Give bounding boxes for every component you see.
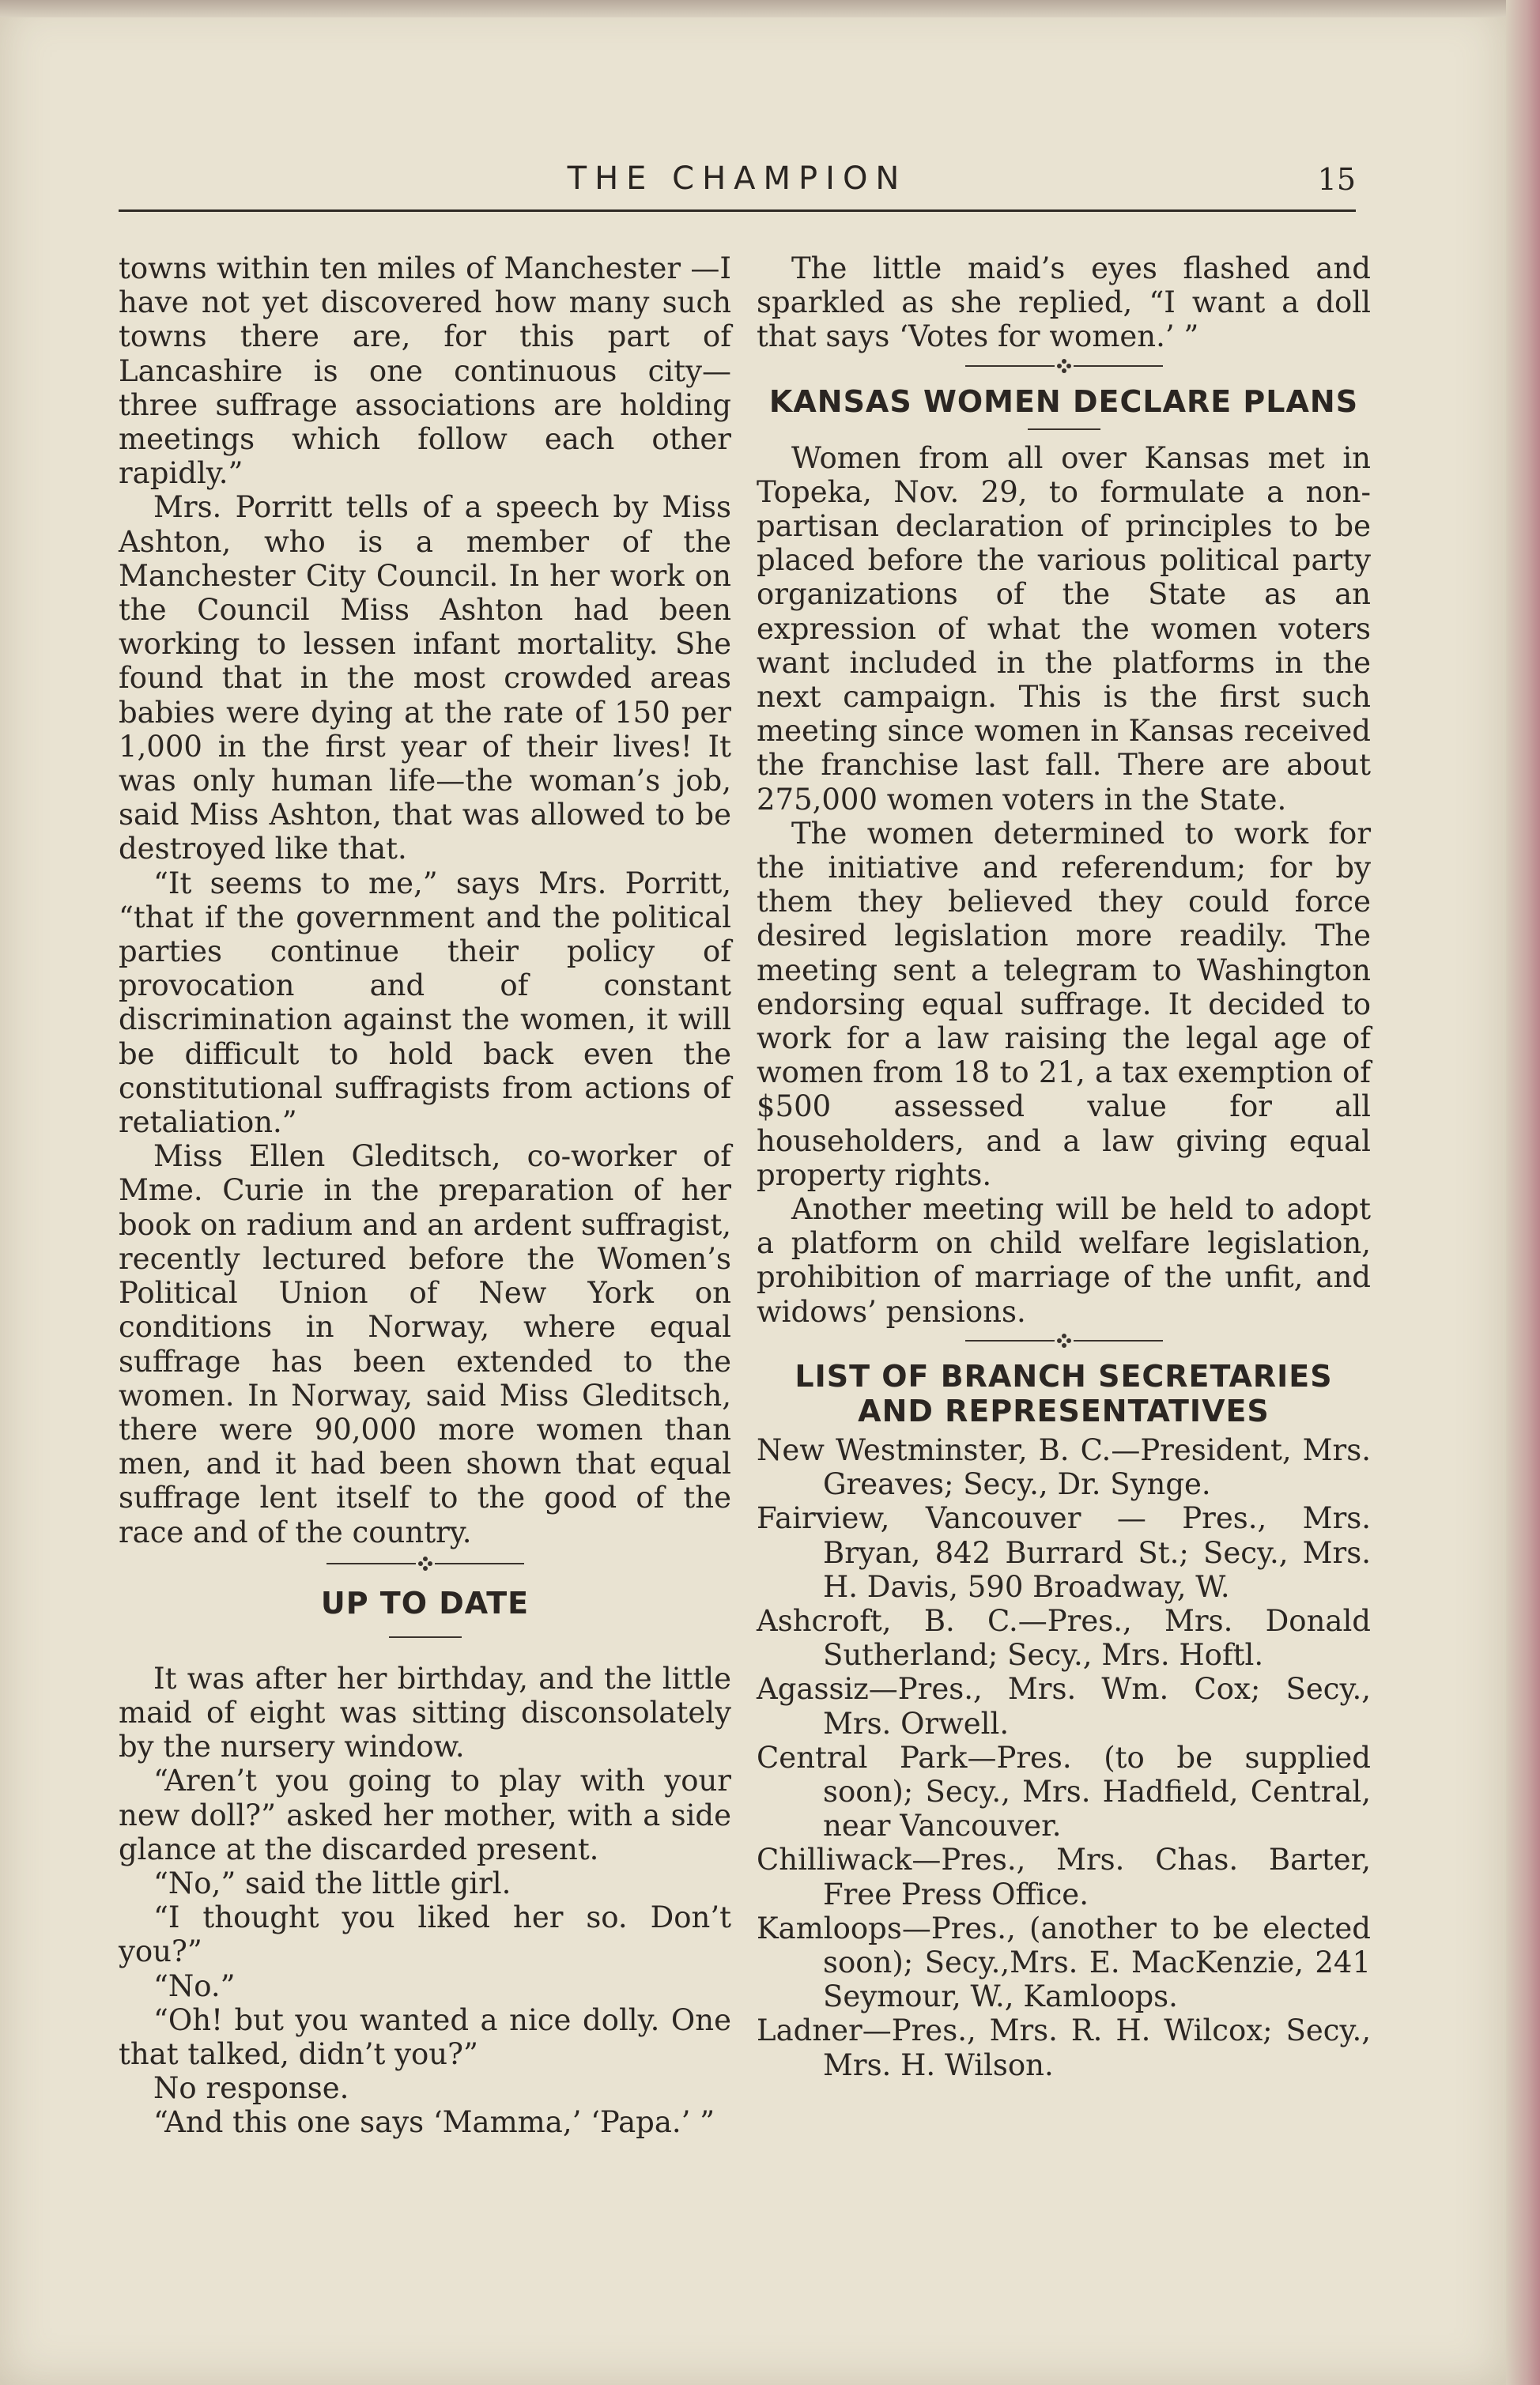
kansas-paragraph: The women determined to work for the initiative and referendum; for by them they believed they could force desired legislation more readily. The meeting sent a telegram to Washington endorsing equal suffrage. It decided to work for a law raising the legal age of women from 18 to 21, a tax exemption of $500 assessed value for all householders, and a law giving equal property rights. (757, 816, 1371, 1192)
page-header (119, 160, 1356, 206)
story-paragraph: “Aren’t you going to play with your new doll?” asked her mother, with a side glance at the discarded present. (119, 1764, 731, 1866)
ornamental-divider-icon (961, 1329, 1167, 1353)
story-end-paragraph: The little maid’s eyes flashed and sparkled as she replied, “I want a doll that says ‘Votes for women.’ ” (757, 251, 1371, 354)
branch-entry: New Westminster, B. C.—President, Mrs. Greaves; Secy., Dr. Synge. (757, 1432, 1371, 1502)
page-binding-edge (1506, 0, 1540, 2385)
story-paragraph: It was after her birthday, and the little maid of eight was sitting disconsolately by the nursery window. (119, 1661, 731, 1764)
running-title: THE CHAMPION (567, 160, 908, 197)
branch-entry: Ashcroft, B. C.—Pres., Mrs. Donald Sutherland; Secy., Mrs. Hoftl. (757, 1603, 1371, 1673)
story-paragraph: “I thought you liked her so. Don’t you?” (119, 1900, 731, 1969)
branch-entry: Agassiz—Pres., Mrs. Wm. Cox; Secy., Mrs. Orwell. (757, 1672, 1371, 1741)
page-number: 15 (1317, 162, 1356, 197)
story-paragraph: “No,” said the little girl. (153, 1866, 511, 1900)
header-rule (119, 209, 1356, 212)
kansas-paragraph: Another meeting will be held to adopt a platform on child welfare legislation, prohibition of marriage of the unfit, and widows’ pensions. (757, 1192, 1371, 1329)
article-paragraph: Miss Ellen Gleditsch, co-worker of Mme. Curie in the preparation of her book on radium and an ardent suffragist, recently lectured before the Women’s Political Union of New York on conditions in Norway, where equal suffrage has been extended to the women. In Norway, said Miss Gleditsch, there were 90,000 more women than men, and it had been shown that equal suffrage lent itself to the good of the race and of the country. (119, 1139, 731, 1549)
page-top-edge (0, 0, 1506, 17)
story-paragraph: “Oh! but you wanted a nice dolly. One that talked, didn’t you?” (119, 2002, 731, 2071)
ornamental-divider-icon (323, 1549, 528, 1578)
branch-entry: Chilliwack—Pres., Mrs. Chas. Barter, Free Press Office. (757, 1843, 1371, 1911)
story-paragraph: “No.” (153, 1968, 236, 2003)
branch-entry: Ladner—Pres., Mrs. R. H. Wilcox; Secy., Mrs. H. Wilson. (757, 2013, 1371, 2082)
branch-entry: Kamloops—Pres., (another to be elected soon); Secy.,Mrs. E. MacKenzie, 241 Seymour, W., Kamloops. (757, 1911, 1371, 2014)
branch-entry: Central Park—Pres. (to be supplied soon); Secy., Mrs. Hadfield, Central, near Vancouver. (757, 1740, 1371, 1843)
story-paragraph: No response. (153, 2071, 349, 2106)
heading-underline (1028, 428, 1100, 430)
branch-entry: Fairview, Vancouver — Pres., Mrs. Bryan, 842 Burrard St.; Secy., Mrs. H. Davis, 590 Broadway, W. (757, 1501, 1371, 1604)
section-heading-up-to-date: UP TO DATE (320, 1585, 530, 1621)
article-paragraph: “It seems to me,” says Mrs. Porritt, “that if the government and the political parties continue their policy of provocation and of constant discrimination against the women, it will be difficult to hold back even the constitutional suffragists from actions of retaliation.” (119, 866, 731, 1140)
article-continuation-paragraph: towns within ten miles of Manchester —I have not yet discovered how many such towns there are, for this part of Lancashire is one continuous city— three suffrage associations are holding meetings which follow each other rapidly.” (119, 251, 731, 491)
story-paragraph: “And this one says ‘Mamma,’ ‘Papa.’ ” (153, 2105, 715, 2140)
section-heading-kansas: KANSAS WOMEN DECLARE PLANS (768, 383, 1359, 419)
article-paragraph: Mrs. Porritt tells of a speech by Miss Ashton, who is a member of the Manchester City Council. In her work on the Council Miss Ashton had been working to lessen infant mortality. She found that in the most crowded areas babies were dying at the rate of 150 per 1,000 in the first year of their lives! It was only human life—the woman’s job, said Miss Ashton, that was allowed to be destroyed like that. (119, 490, 731, 866)
section-heading-branch-list: LIST OF BRANCH SECRETARIES AND REPRESENTATIVES (795, 1358, 1333, 1428)
kansas-paragraph: Women from all over Kansas met in Topeka, Nov. 29, to formulate a non-partisan declaration of principles to be placed before the various political party organizations of the State as an expression of what the women voters want included in the platforms in the next campaign. This is the first such meeting since women in Kansas received the franchise last fall. There are about 275,000 women voters in the State. (757, 440, 1371, 817)
left-column (119, 251, 731, 2140)
right-column (757, 251, 1371, 2082)
heading-underline (389, 1636, 462, 1638)
ornamental-divider-icon (961, 354, 1167, 378)
